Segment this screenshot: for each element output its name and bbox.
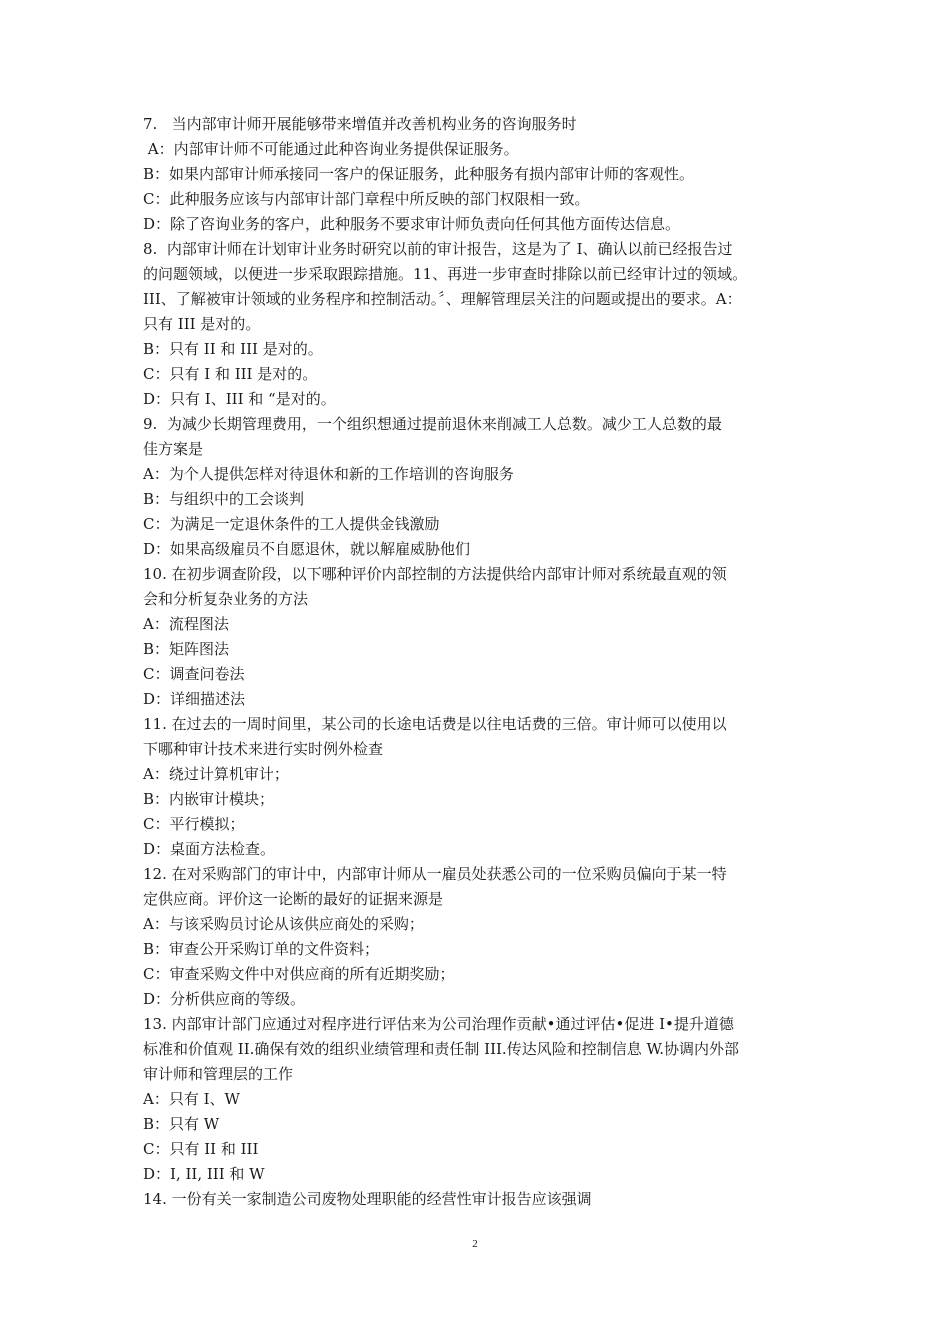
text-line: 12. 在对采购部门的审计中，内部审计师从一雇员处获悉公司的一位采购员偏向于某一特 <box>143 865 727 883</box>
text-line: 11. 在过去的一周时间里，某公司的长途电话费是以往电话费的三倍。审计师可以使用以 <box>143 715 727 733</box>
text-line: A：流程图法 <box>143 615 229 633</box>
text-line: A：为个人提供怎样对待退休和新的工作培训的咨询服务 <box>143 465 514 483</box>
text-line: 佳方案是 <box>143 440 204 458</box>
text-line: D：I, II, III 和 W <box>143 1165 265 1183</box>
text-line: D：详细描述法 <box>143 690 246 708</box>
text-line: D：如果高级雇员不自愿退休，就以解雇威胁他们 <box>143 540 471 558</box>
text-line: III、了解被审计领域的业务程序和控制活动。〞、理解管理层关注的问题或提出的要求。A： <box>143 290 742 308</box>
page-number: 2 <box>472 1238 478 1250</box>
text-line: 14. 一份有关一家制造公司废物处理职能的经营性审计报告应该强调 <box>143 1190 592 1208</box>
text-line: B：矩阵图法 <box>143 640 230 658</box>
text-line: 会和分析复杂业务的方法 <box>143 590 309 608</box>
text-line: 只有 III 是对的。 <box>143 315 261 333</box>
text-line: D：桌面方法检查。 <box>143 840 276 858</box>
text-line: D：只有 I、III 和 “是对的。 <box>143 390 336 408</box>
text-line: B：只有 W <box>143 1115 220 1133</box>
text-line: C：只有 II 和 III <box>143 1140 259 1158</box>
text-line: C：只有 I 和 III 是对的。 <box>143 365 318 383</box>
text-line: A：只有 I、W <box>143 1090 240 1108</box>
text-line: C：为满足一定退休条件的工人提供金钱激励 <box>143 515 440 533</box>
text-line: 13. 内部审计部门应通过对程序进行评估来为公司治理作贡献•通过评估•促进 I•提升道德 <box>143 1015 734 1033</box>
text-line: C：此种服务应该与内部审计部门章程中所反映的部门权限相一致。 <box>143 190 590 208</box>
text-line: 10. 在初步调查阶段，以下哪种评价内部控制的方法提供给内部审计师对系统最直观的领 <box>143 565 727 583</box>
text-line: 下哪种审计技术来进行实时例外检查 <box>143 740 384 758</box>
text-line: 8. 内部审计师在计划审计业务时研究以前的审计报告，这是为了 I、确认以前已经报告过 <box>143 240 733 258</box>
text-line: C：审查采购文件中对供应商的所有近期奖励； <box>143 965 455 983</box>
text-line: 标准和价值观 II.确保有效的组织业绩管理和责任制 III.传达风险和控制信息 W.协调内外部 <box>143 1040 740 1058</box>
text-line: C：调查问卷法 <box>143 665 245 683</box>
text-line: A：内部审计师不可能通过此种咨询业务提供保证服务。 <box>143 140 519 158</box>
text-line: B：与组织中的工会谈判 <box>143 490 305 508</box>
text-line: 9. 为减少长期管理费用，一个组织想通过提前退休来削减工人总数。减少工人总数的最 <box>143 415 722 433</box>
text-line: A：绕过计算机审计； <box>143 765 289 783</box>
text-line: 定供应商。评价这一论断的最好的证据来源是 <box>143 890 444 908</box>
text-line: C：平行模拟； <box>143 815 245 833</box>
text-line: 审计师和管理层的工作 <box>143 1065 294 1083</box>
text-line: D：分析供应商的等级。 <box>143 990 306 1008</box>
text-line: 的问题领域，以便进一步采取跟踪措施。11、再进一步审查时排除以前已经审计过的领域。 <box>143 265 748 283</box>
text-line: D：除了咨询业务的客户，此种服务不要求审计师负责向任何其他方面传达信息。 <box>143 215 681 233</box>
text-line: B：审查公开采购订单的文件资料； <box>143 940 380 958</box>
document-body <box>143 112 818 1212</box>
text-line: B：内嵌审计模块； <box>143 790 275 808</box>
text-line: 7. 当内部审计师开展能够带来增值并改善机构业务的咨询服务时 <box>143 115 577 133</box>
text-line: B：只有 II 和 III 是对的。 <box>143 340 323 358</box>
text-line: B：如果内部审计师承接同一客户的保证服务，此种服务有损内部审计师的客观性。 <box>143 165 695 183</box>
text-line: A：与该采购员讨论从该供应商处的采购； <box>143 915 424 933</box>
